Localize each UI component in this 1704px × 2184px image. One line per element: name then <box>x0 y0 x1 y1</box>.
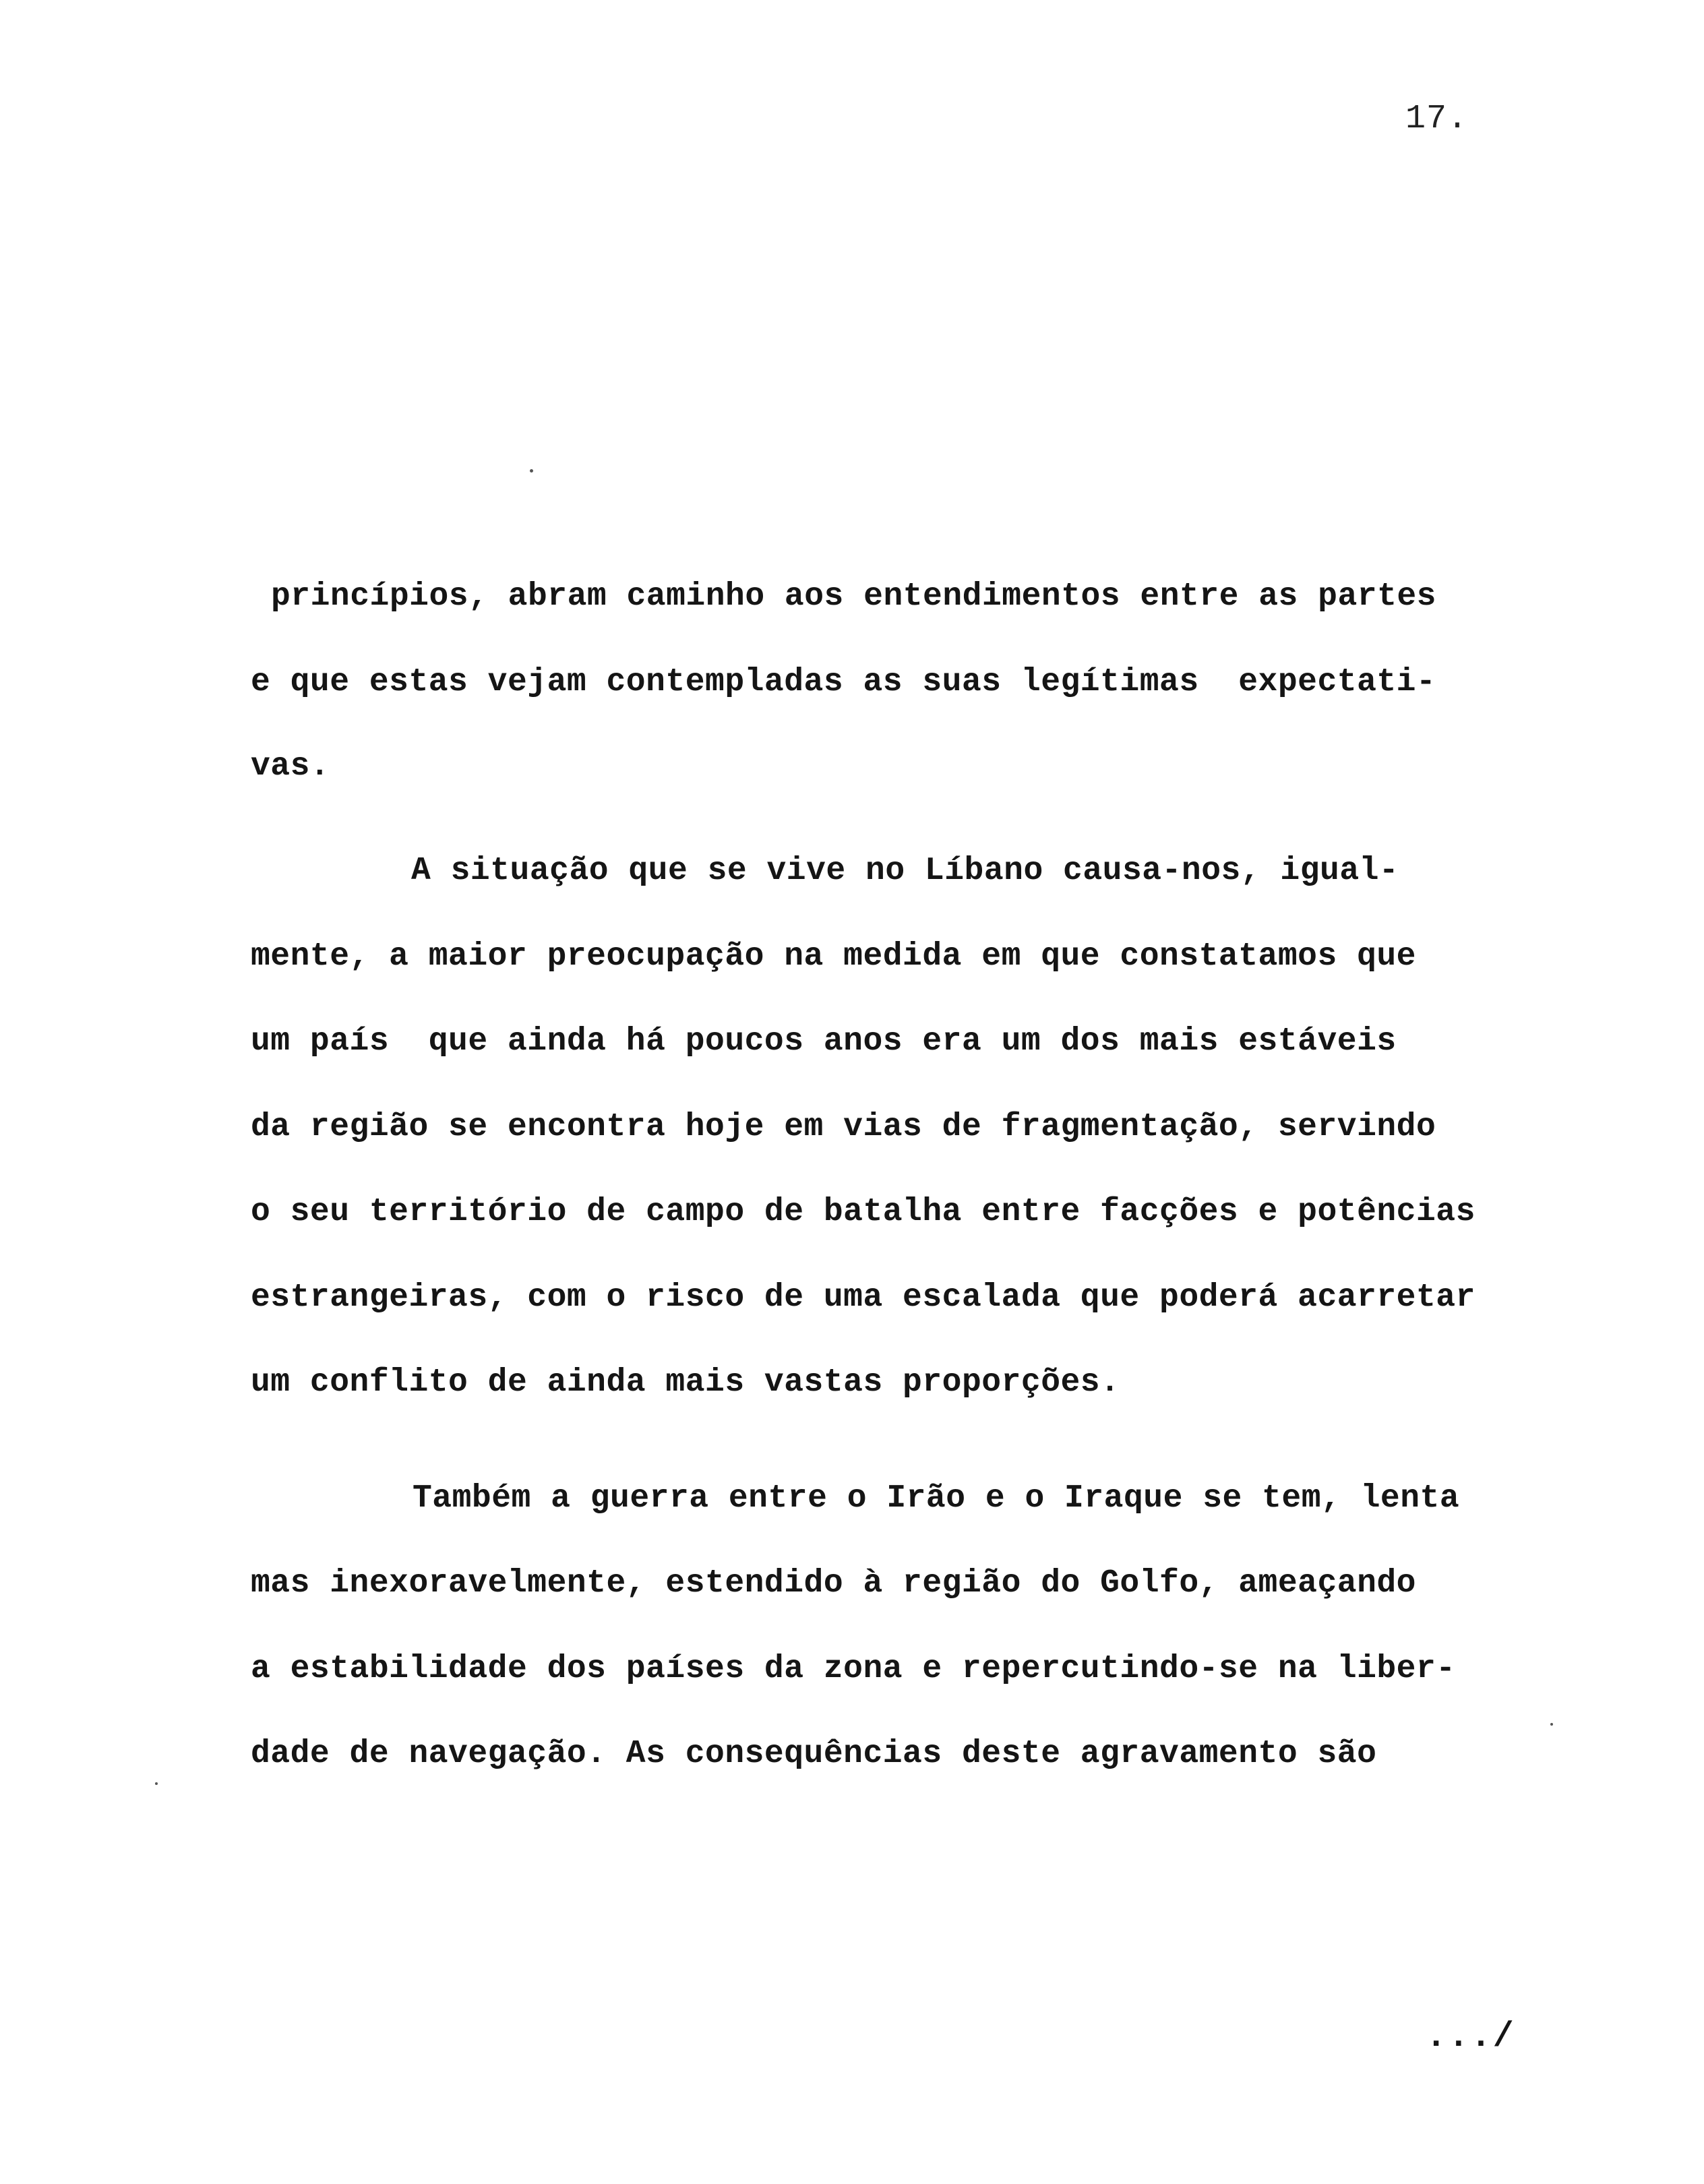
text-line: vas. <box>251 748 330 785</box>
text-line: e que estas vejam contempladas as suas legítimas expectati- <box>251 664 1436 700</box>
page-number: 17. <box>1405 100 1469 138</box>
text-line: mas inexoravelmente, estendido à região do Golfo, ameaçando <box>251 1565 1416 1602</box>
text-line: A situação que se vive no Líbano causa-nos, igual- <box>411 853 1399 889</box>
text-line: um conflito de ainda mais vastas proporções. <box>251 1364 1120 1401</box>
scan-speck <box>530 469 533 473</box>
text-line: estrangeiras, com o risco de uma escalada que poderá acarretar <box>251 1279 1475 1316</box>
text-line: mente, a maior preocupação na medida em que constatamos que <box>251 938 1416 975</box>
text-line: um país que ainda há poucos anos era um dos mais estáveis <box>251 1023 1397 1060</box>
text-line: princípios, abram caminho aos entendimentos entre as partes <box>271 578 1436 615</box>
continuation-dots: ... <box>1426 2017 1493 2057</box>
scan-speck <box>155 1782 158 1785</box>
continuation-slash: / <box>1492 2017 1515 2057</box>
text-line: Também a guerra entre o Irão e o Iraque se tem, lenta <box>413 1480 1460 1517</box>
scan-speck <box>1550 1723 1553 1726</box>
text-line: dade de navegação. As consequências deste agravamento são <box>251 1736 1377 1772</box>
text-line: da região se encontra hoje em vias de fragmentação, servindo <box>251 1109 1436 1145</box>
text-line: a estabilidade dos países da zona e repercutindo-se na liber- <box>251 1651 1456 1687</box>
text-line: o seu território de campo de batalha entre facções e potências <box>251 1194 1475 1230</box>
continuation-mark <box>1426 2017 1515 2057</box>
